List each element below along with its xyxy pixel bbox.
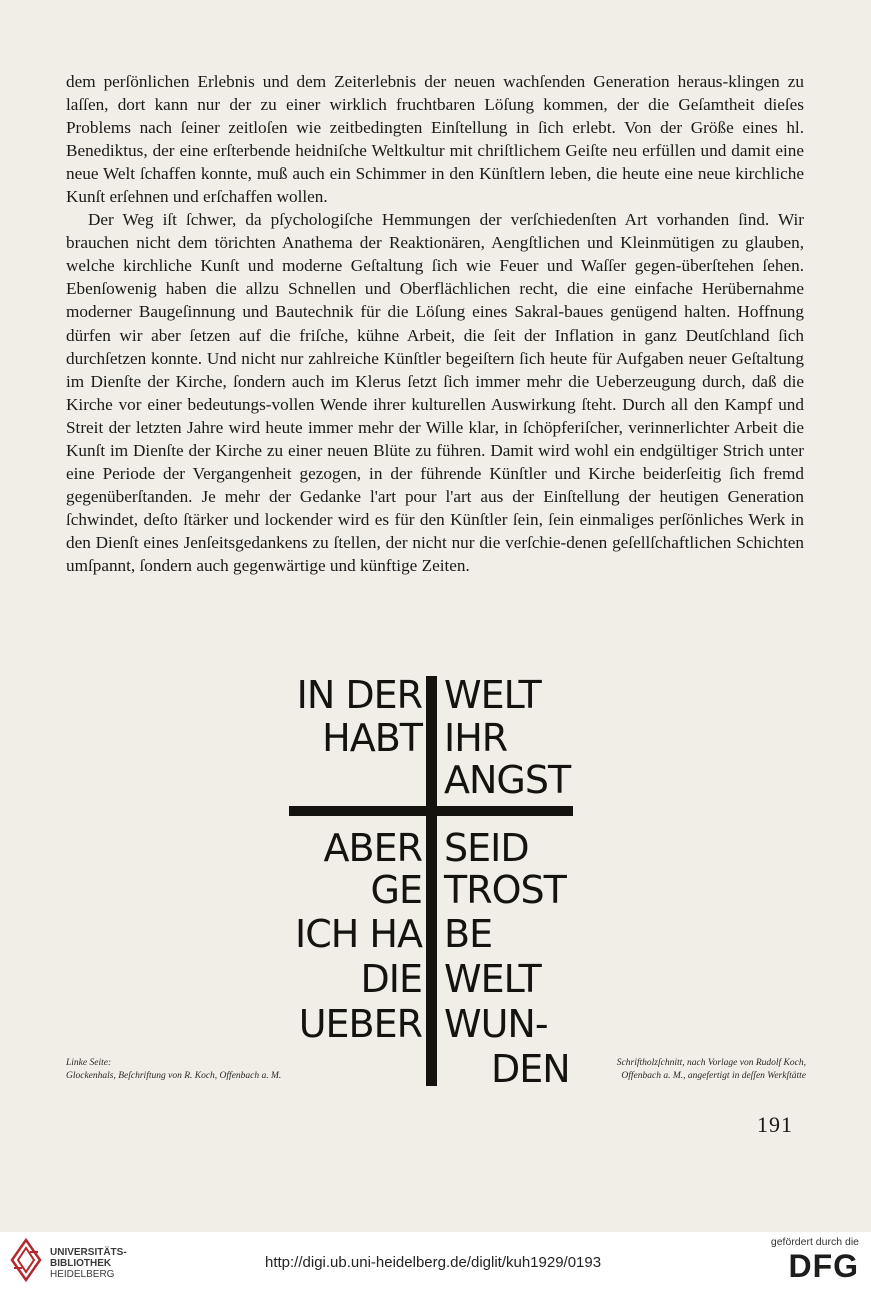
university-library-logo-icon <box>10 1238 42 1282</box>
paragraph-2: Der Weg iſt ſchwer, da pſychologiſche Hemmungen der verſchiedenſten Art vorhanden ſind. Wir brauchen nicht dem törichten Anathema der Reaktionären, Aengſtlichen und Kleinmütigen zu glauben, welche kirchliche Kunſt und moderne Geſtaltung ſich wie Feuer und Waſſer gegen-überſtehen ſehen. Ebenſowenig haben die allzu Schnellen und Oberflächlichen recht, die eine einfache Herübernahme moderner Baugeſinnung und Bautechnik für die Löſung eines Sakral-baues genügend halten. Hoffnung dürfen wir aber ſetzen auf die friſche, kühne Arbeit, die ſeit der Inflation in ganz Deutſchland ſich durchſetzen konnte. Und nicht nur zahlreiche Künſtler begeiſtern ſich heute für Aufgaben neuer Geſtaltung im Dienſte der Kirche, ſondern auch im Klerus ſetzt ſich immer mehr die Ueberzeugung durch, daß die Kirche vor einer bedeutungs-vollen Wende ihrer kulturellen Auswirkung ſteht. Durch all den Kampf und Streit der letzten Jahre wird heute immer mehr der Wille klar, in ſchöpferiſcher, verinnerlichter Arbeit die Kunſt im Dienſte der Kirche zu einer neuen Blüte zu führen. Damit wird wohl ein endgültiger Strich unter eine Periode der Vergangenheit gezogen, in der führende Künſtler und Kirche beiderſeitig ſich fremd gegenüberſtanden. Je mehr der Gedanke l'art pour l'art aus der Einſtellung der heutigen Generation ſchwindet, deſto ſtärker und lockender wird es für den Künſtler ſein, ſein einmaliges perſönliches Werk in den Dienſt eines Jenſeitsgedankens zu ſtellen, der nicht nur die verſchie-denen geſellſchaftlichen Schichten umſpannt, ſondern auch gegenwärtige und künftige Zeiten. <box>66 210 804 575</box>
dfg-logo: DFG <box>788 1248 859 1284</box>
inscription-right-3: ANGST <box>444 758 571 802</box>
library-line-1: UNIVERSITÄTS- <box>50 1247 127 1258</box>
inscription-left-4: ABER <box>323 826 422 870</box>
caption-left <box>66 1057 286 1083</box>
inscription-left-1: IN DER <box>296 673 422 717</box>
caption-right <box>592 1057 806 1083</box>
library-line-2: BIBLIOTHEK <box>50 1258 112 1269</box>
caption-left-line-2: Glockenhals, Beſchriftung von R. Koch, Offenbach a. M. <box>66 1071 282 1081</box>
inscription-left-8: UEBER <box>298 1002 422 1046</box>
inscription-left-5: GE <box>370 868 422 912</box>
inscription-right-7: WELT <box>444 957 541 1001</box>
inscription-left-2: HABT <box>322 716 422 760</box>
inscription-right-9: DEN <box>491 1047 570 1091</box>
caption-left-line-1: Linke Seite: <box>66 1058 112 1068</box>
source-url-link[interactable]: http://digi.ub.uni-heidelberg.de/diglit/kuh1929/0193 <box>265 1254 602 1271</box>
inscription-right-8: WUN- <box>444 1002 548 1046</box>
page-number: 191 <box>757 1112 793 1137</box>
cross-vertical-bar <box>426 676 437 1086</box>
inscription-right-1: WELT <box>444 673 541 717</box>
caption-right-line-2: Offenbach a. M., angefertigt in deſſen Werkſtätte <box>621 1071 806 1081</box>
library-name <box>50 1247 127 1280</box>
cross-inscription <box>286 664 576 1094</box>
digitization-footer <box>0 1232 871 1292</box>
cross-horizontal-bar <box>289 806 573 816</box>
caption-right-line-1: Schriftholzſchnitt, nach Vorlage von Rudolf Koch, <box>616 1058 806 1068</box>
paragraph-1: dem perſönlichen Erlebnis und dem Zeiterlebnis der neuen wachſenden Generation heraus-klingen zu laſſen, dort kann nur der zu einer wirklich fruchtbaren Löſung kommen, der die Geſamtheit dieſes Problems nach ſeiner zeitloſen wie zeitbedingten Einſtellung in ſich erlebt. Von der Größe eines hl. Benediktus, der eine erſterbende heidniſche Weltkultur mit chriſtlichem Geiſte neu erfüllen und damit eine neue Welt ſchaffen konnte, muß auch ein Schimmer in den Künſtlern leben, die heute eine neue kirchliche Kunſt erſehnen und erſchaffen wollen. <box>66 72 804 207</box>
funded-by-label: gefördert durch die <box>770 1236 859 1248</box>
inscription-right-6: BE <box>444 912 493 956</box>
inscription-left-6: ICH HA <box>295 912 422 956</box>
inscription-right-5: TROST <box>444 868 566 912</box>
library-line-3: HEIDELBERG <box>50 1269 115 1280</box>
inscription-right-4: SEID <box>444 826 529 870</box>
body-text <box>66 70 804 577</box>
inscription-left-7: DIE <box>360 957 422 1001</box>
inscription-right-2: IHR <box>444 716 508 760</box>
